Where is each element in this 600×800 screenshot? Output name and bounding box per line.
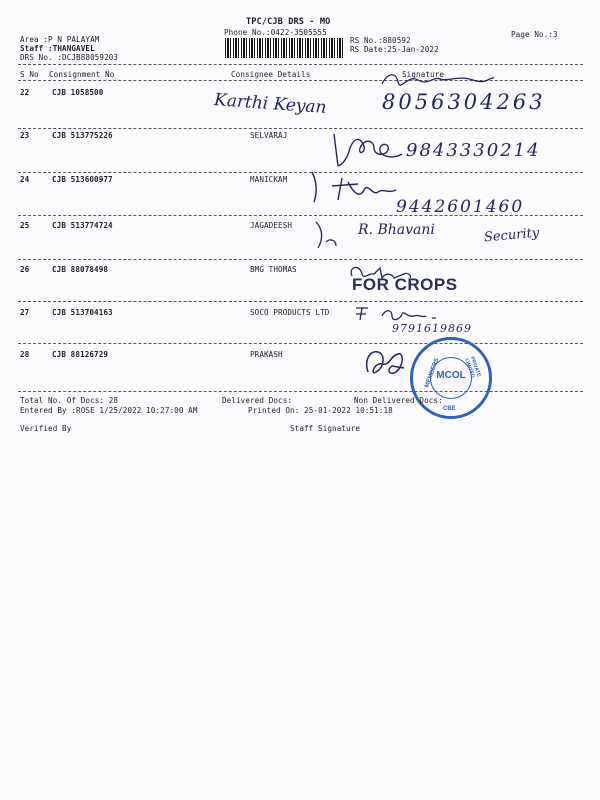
non-delivered-docs: Non Delivered Docs:: [354, 396, 443, 405]
row-consignment: CJB 1058500: [52, 88, 104, 97]
staff-label: Staff :THANGAVEL: [20, 44, 95, 53]
row-consignment: CJB 513774724: [52, 221, 113, 230]
row-sno: 22: [20, 88, 30, 97]
row-divider: [18, 215, 583, 216]
footer-divider: [18, 391, 583, 392]
row-consignment: CJB 513704163: [52, 308, 113, 317]
row-consignee: PRAKASH: [250, 350, 283, 359]
printed-on: Printed On: 25-01-2022 10:51:18: [248, 406, 393, 415]
row-consignee: BMG THOMAS: [250, 265, 297, 274]
row-sno: 24: [20, 175, 30, 184]
stamp-ring-top: MEMBERS: [424, 357, 441, 389]
signature-scribble: [308, 168, 408, 212]
row-consignee: MANICKAM: [250, 175, 288, 184]
row-divider: [18, 343, 583, 344]
row-sno: 23: [20, 131, 30, 140]
signature-scribble: [312, 218, 342, 252]
barcode: [225, 38, 343, 58]
row-consignee: SOCO PRODUCTS LTD: [250, 308, 330, 317]
signature-scribble: [360, 342, 410, 386]
stamp-ring-right: PRIVATE LIMITED: [463, 355, 482, 379]
page-number: Page No.:3: [511, 30, 558, 39]
handwritten-phone: 9843330214: [406, 140, 541, 161]
column-consignment: Consignment No: [49, 70, 115, 79]
row-consignment: CJB 88078498: [52, 265, 109, 274]
row-consignee: SELVARAJ: [250, 131, 288, 140]
drs-number: DRS No. :DCJB88059203: [20, 53, 119, 62]
stamp-ring-bottom: CBE: [443, 406, 456, 412]
row-consignment: CJB 513775226: [52, 131, 113, 140]
signature-scribble: [378, 70, 498, 90]
row-consignee: JAGADEESH: [250, 221, 293, 230]
phone-number: Phone No.:0422-3505555: [224, 28, 327, 37]
row-sno: 27: [20, 308, 30, 317]
column-consignee: Consignee Details: [231, 70, 311, 79]
rs-number: RS No.:880592: [350, 36, 411, 45]
for-crops-stamp: FOR CROPS: [352, 275, 458, 294]
row-sno: 25: [20, 221, 30, 230]
handwritten-name: R. Bhavani: [358, 222, 435, 238]
row-divider: [18, 259, 583, 260]
row-sno: 28: [20, 350, 30, 359]
header-divider: [18, 64, 583, 65]
row-consignment: CJB 88126729: [52, 350, 109, 359]
rs-date: RS Date:25-Jan-2022: [350, 45, 439, 54]
column-signature: Signature: [402, 70, 445, 79]
verified-by: Verified By: [20, 424, 72, 433]
delivered-docs: Delivered Docs:: [222, 396, 293, 405]
row-sno: 26: [20, 265, 30, 274]
signature-scribble: [330, 126, 408, 174]
row-divider: [18, 128, 583, 129]
area-label: Area :P N PALAYAM: [20, 35, 100, 44]
column-sno: S No: [20, 70, 39, 79]
column-header-divider: [18, 80, 583, 81]
company-stamp: [410, 337, 492, 419]
document-title: TPC/CJB DRS - MO: [246, 17, 331, 27]
stamp-logo-text: MCOL: [436, 370, 466, 381]
handwritten-phone: 8056304263: [382, 90, 546, 114]
row-divider: [18, 172, 583, 173]
handwritten-name: Karthi Keyan: [213, 90, 328, 118]
handwritten-note: Security: [483, 225, 540, 246]
total-docs: Total No. Of Docs: 28: [20, 396, 119, 405]
handwritten-phone: 9791619869: [392, 322, 472, 335]
staff-signature: Staff Signature: [290, 424, 361, 433]
row-consignment: CJB 513600977: [52, 175, 113, 184]
entered-by: Entered By :ROSE 1/25/2022 10:27:00 AM: [20, 406, 198, 415]
row-divider: [18, 301, 583, 302]
handwritten-phone: 9442601460: [396, 197, 525, 217]
